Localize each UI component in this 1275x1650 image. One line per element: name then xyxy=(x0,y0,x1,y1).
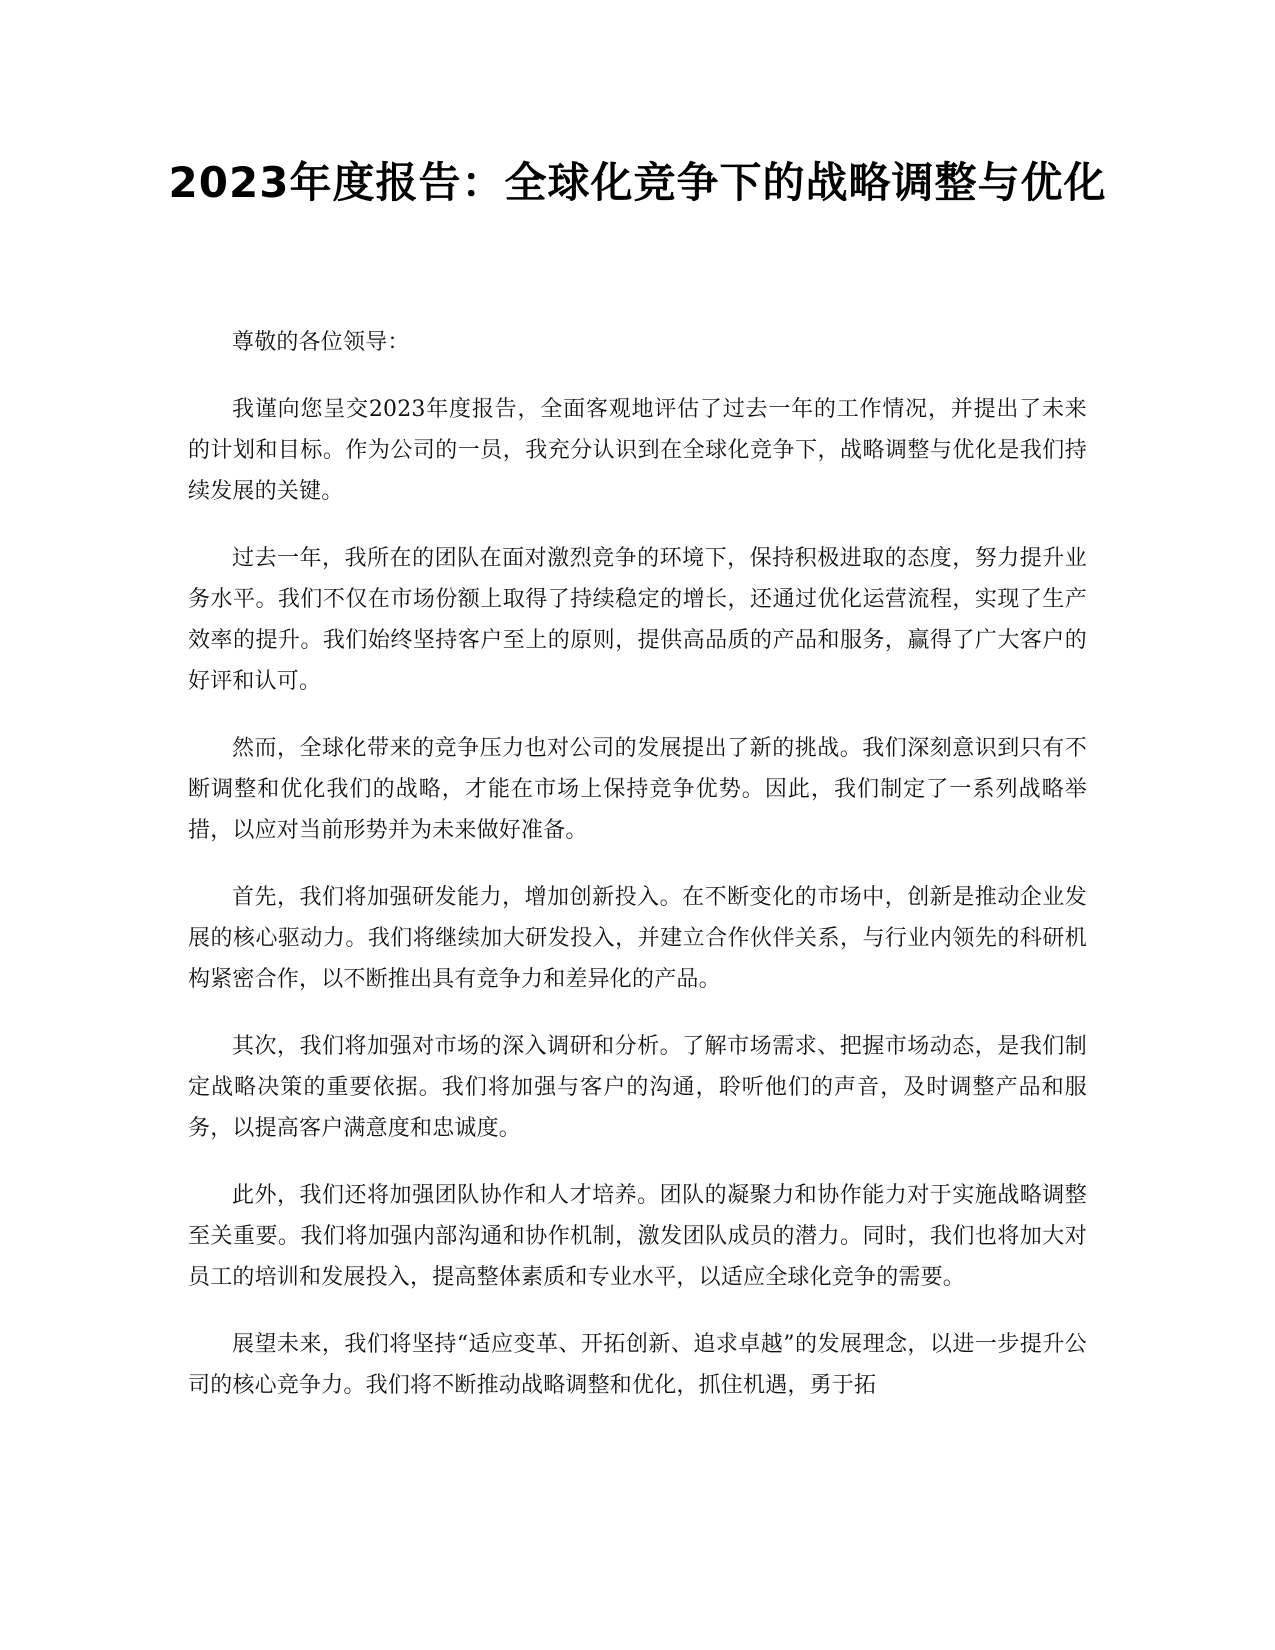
paragraph-rd: 首先，我们将加强研发能力，增加创新投入。在不断变化的市场中，创新是推动企业发展的核心驱动力。我们将继续加大研发投入，并建立合作伙伴关系，与行业内领先的科研机构紧密合作，以不断推出具有竞争力和差异化的产品。 xyxy=(188,885,1087,992)
document-title: 2023年度报告：全球化竞争下的战略调整与优化 xyxy=(168,158,1107,207)
paragraph-past-year: 过去一年，我所在的团队在面对激烈竞争的环境下，保持积极进取的态度，努力提升业务水平。我们不仅在市场份额上取得了持续稳定的增长，还通过优化运营流程，实现了生产效率的提升。我们始终坚持客户至上的原则，提供高品质的产品和服务，赢得了广大客户的好评和认可。 xyxy=(188,546,1087,694)
paragraph-outlook: 展望未来，我们将坚持“适应变革、开拓创新、追求卓越”的发展理念，以进一步提升公司的核心竞争力。我们将不断推动战略调整和优化，抓住机遇，勇于拓 xyxy=(188,1332,1087,1398)
paragraph-teamwork: 此外，我们还将加强团队协作和人才培养。团队的凝聚力和协作能力对于实施战略调整至关重要。我们将加强内部沟通和协作机制，激发团队成员的潜力。同时，我们也将加大对员工的培训和发展投入，提高整体素质和专业水平，以适应全球化竞争的需要。 xyxy=(188,1183,1087,1290)
paragraph-challenges: 然而，全球化带来的竞争压力也对公司的发展提出了新的挑战。我们深刻意识到只有不断调整和优化我们的战略，才能在市场上保持竞争优势。因此，我们制定了一系列战略举措，以应对当前形势并为未来做好准备。 xyxy=(188,736,1087,843)
paragraph-intro: 我谨向您呈交2023年度报告，全面客观地评估了过去一年的工作情况，并提出了未来的计划和目标。作为公司的一员，我充分认识到在全球化竞争下，战略调整与优化是我们持续发展的关键。 xyxy=(188,397,1087,504)
paragraph-market-research: 其次，我们将加强对市场的深入调研和分析。了解市场需求、把握市场动态，是我们制定战略决策的重要依据。我们将加强与客户的沟通，聆听他们的声音，及时调整产品和服务，以提高客户满意度和忠诚度。 xyxy=(188,1034,1087,1141)
document-body xyxy=(188,322,1087,1432)
salutation: 尊敬的各位领导： xyxy=(232,330,410,355)
